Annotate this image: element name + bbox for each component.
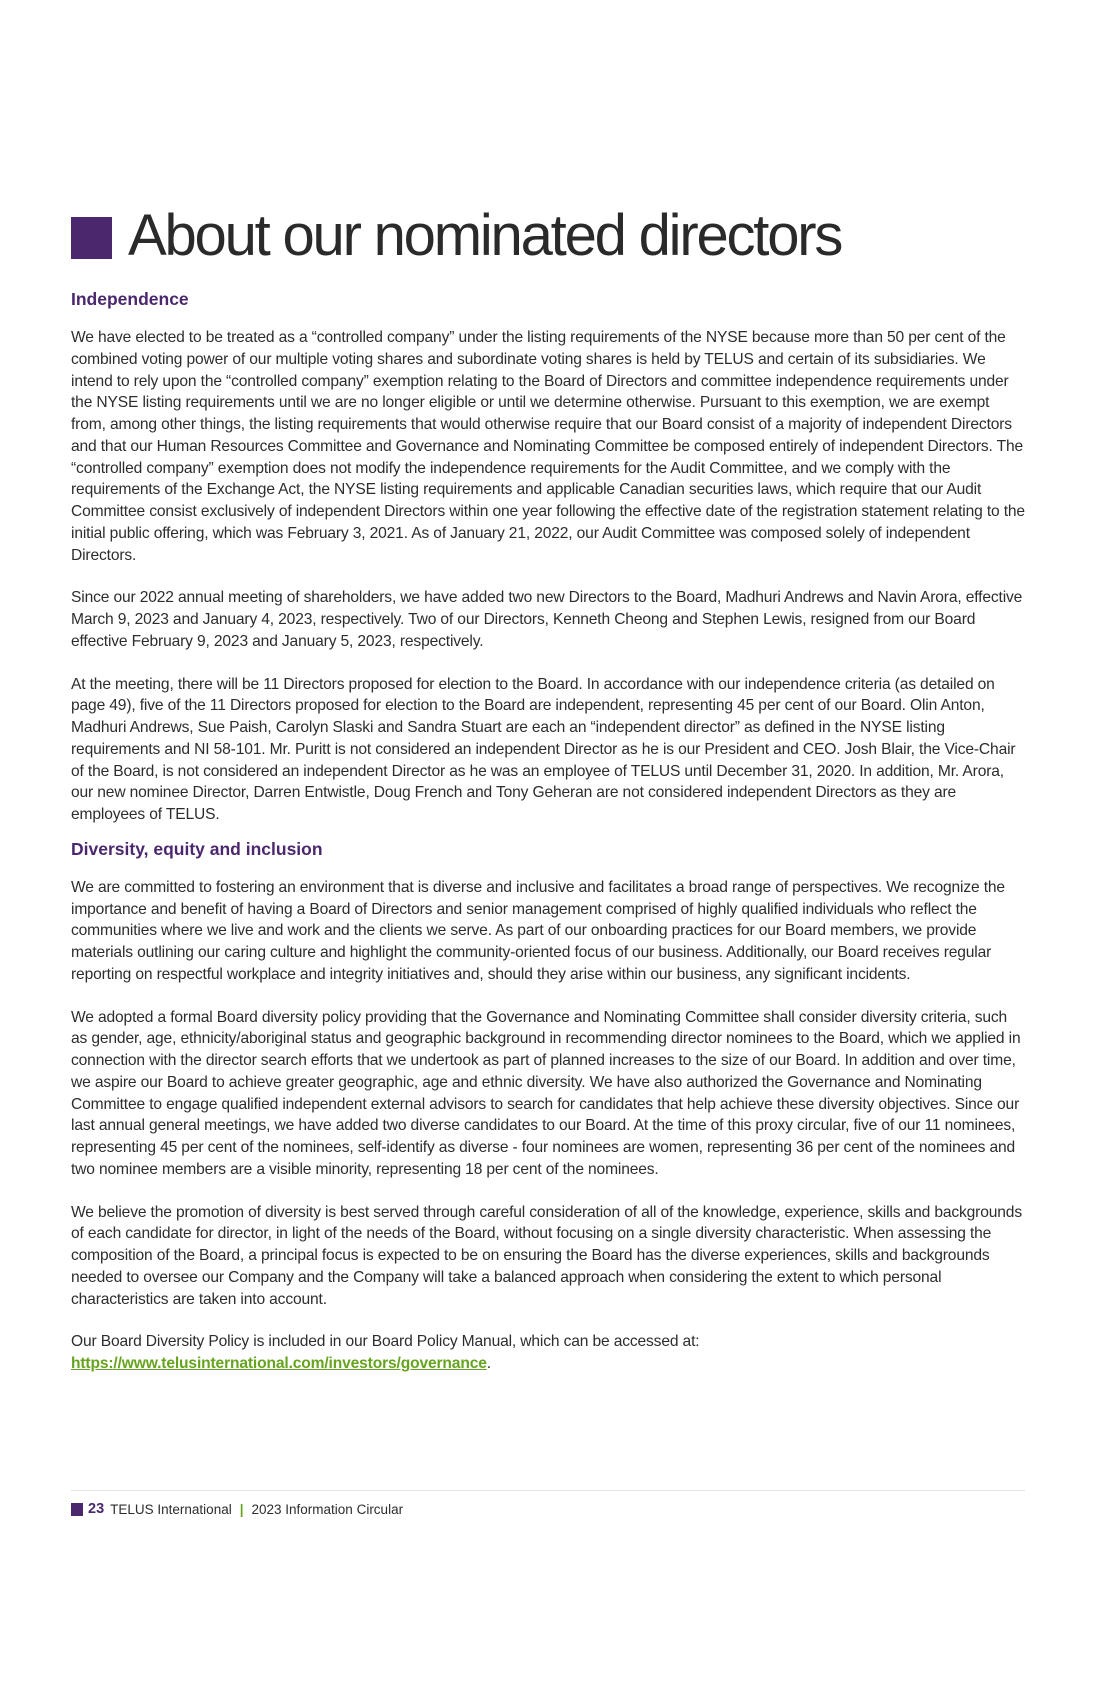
- title-accent-square: [71, 217, 112, 259]
- content: [71, 286, 1026, 1396]
- paragraph: Since our 2022 annual meeting of shareholders, we have added two new Directors to the Board, Madhuri Andrews and Navin Arora, effective March 9, 2023 and January 4, 2023, respectively. Two of our Directors, Kenneth Cheong and Stephen Lewis, resigned from our Board effective February 9, 2023 and January 5, 2023, respectively.: [71, 589, 1023, 650]
- governance-link[interactable]: https://www.telusinternational.com/investors/governance: [71, 1355, 487, 1372]
- paragraph-policy-access: [71, 1331, 1026, 1375]
- title-row: [71, 196, 841, 276]
- section-heading-diversity: Diversity, equity and inclusion: [71, 838, 323, 859]
- paragraph: We have elected to be treated as a “controlled company” under the listing requirements of the NYSE because more than 50 per cent of the combined voting power of our multiple voting shares and subordinate voting shares is held by TELUS and certain of its subsidiaries. We intend to rely upon the “controlled company” exemption relating to the Board of Directors and committee independence requirements under the NYSE listing requirements until we are no longer eligible or until we determine otherwise. Pursuant to this exemption, we are exempt from, among other things, the listing requirements that would otherwise require that our Board consist of a majority of independent Directors and that our Human Resources Committee and Governance and Nominating Committee be composed entirely of independent Directors. The “controlled company” exemption does not modify the independence requirements for the Audit Committee, and we comply with the requirements of the Exchange Act, the NYSE listing requirements and applicable Canadian securities laws, which require that our Audit Committee consist exclusively of independent Directors within one year following the effective date of the registration statement relating to the initial public offering, which was February 3, 2021. As of January 21, 2022, our Audit Committee was composed solely of independent Directors.: [71, 329, 1025, 564]
- paragraph: We are committed to fostering an environment that is diverse and inclusive and facilitates a broad range of perspectives. We recognize the importance and benefit of having a Board of Directors and senior management comprised of highly qualified individuals who reflect the communities where we live and work and the clients we serve. As part of our onboarding practices for our Board members, we provide materials outlining our caring culture and highlight the community-oriented focus of our business. Additionally, our Board receives regular reporting on respectful workplace and integrity initiatives and, should they arise within our business, any significant incidents.: [71, 878, 1005, 983]
- footer-divider: [71, 1490, 1025, 1491]
- policy-access-text: Our Board Diversity Policy is included in our Board Policy Manual, which can be accessed at:: [71, 1333, 700, 1351]
- footer-separator: |: [239, 1501, 244, 1517]
- link-suffix: .: [486, 1355, 491, 1372]
- footer-company: TELUS International: [110, 1501, 232, 1517]
- paragraph: At the meeting, there will be 11 Directors proposed for election to the Board. In accordance with our independence criteria (as detailed on page 49), five of the 11 Directors proposed for election to the Board are independent, representing 45 per cent of our Board. Olin Anton, Madhuri Andrews, Sue Paish, Carolyn Slaski and Sandra Stuart are each an “independent director” as defined in the NYSE listing requirements and NI 58-101. Mr. Puritt is not considered an independent Director as he is our President and CEO. Josh Blair, the Vice-Chair of the Board, is not considered an independent Director as he was an employee of TELUS until December 31, 2020. In addition, Mr. Arora, our new nominee Director, Darren Entwistle, Doug French and Tony Geheran are not considered independent Directors as they are employees of TELUS.: [71, 675, 1016, 823]
- page-title: About our nominated directors: [128, 203, 842, 268]
- paragraph: We believe the promotion of diversity is best served through careful consideration of all of the knowledge, experience, skills and backgrounds of each candidate for director, in light of the needs of the Board, without focusing on a single diversity characteristic. When assessing the composition of the Board, a principal focus is expected to be on ensuring the Board has the diverse experiences, skills and backgrounds needed to oversee our Company and the Company will take a balanced approach when considering the extent to which personal characteristics are taken into account.: [71, 1203, 1022, 1308]
- page-number: 23: [88, 1501, 105, 1517]
- section-heading-independence: Independence: [71, 289, 189, 309]
- footer-accent-square: [71, 1503, 83, 1516]
- paragraph: We adopted a formal Board diversity policy providing that the Governance and Nominating Committee shall consider diversity criteria, such as gender, age, ethnicity/aboriginal status and geographic background in recommending director nominees to the Board, which we applied in connection with the director search efforts that we undertook as part of planned increases to the size of our Board. In addition and over time, we aspire our Board to achieve greater geographic, age and ethnic diversity. We have also authorized the Governance and Nominating Committee to engage qualified independent external advisors to search for candidates that help achieve these diversity objectives. Since our last annual general meetings, we have added two diverse candidates to our Board. At the time of this proxy circular, five of our 11 nominees, representing 45 per cent of the nominees, self-identify as diverse - four nominees are women, representing 36 per cent of the nominees and two nominee members are a visible minority, representing 18 per cent of the nominees.: [71, 1008, 1021, 1178]
- footer: [71, 1501, 403, 1517]
- footer-document-title: 2023 Information Circular: [251, 1501, 404, 1517]
